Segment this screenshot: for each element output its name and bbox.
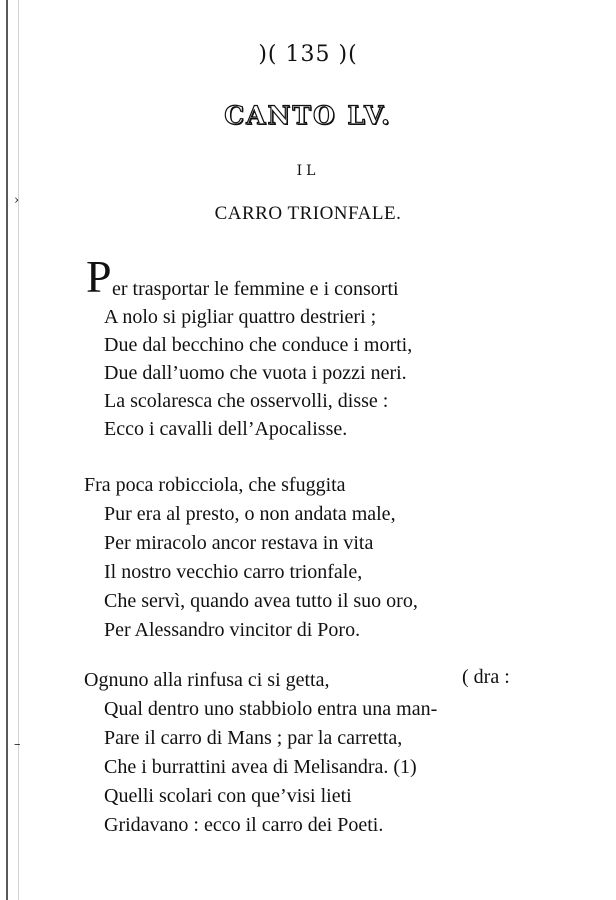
verse-line: Che servì, quando avea tutto il suo oro, [104, 590, 418, 612]
verse-line: Che i burrattini avea di Melisandra. (1) [104, 756, 417, 778]
title-article: IL [296, 163, 320, 179]
margin-mark: – [14, 737, 21, 752]
margin-mark: › [14, 193, 20, 208]
verse-line: Pare il carro di Mans ; par la carretta, [104, 727, 403, 749]
drop-cap: P [86, 251, 112, 302]
verse-line: Ognuno alla rinfusa ci si getta, [84, 669, 330, 691]
carry-over-syllable: ( dra : [462, 666, 510, 688]
verse-line: La scolaresca che osservolli, disse : [104, 390, 389, 412]
page-number: )( 135 )( [258, 42, 358, 67]
verse-line: Gridavano : ecco il carro dei Poeti. [104, 814, 384, 836]
verse-line: Pur era al presto, o non andata male, [104, 503, 396, 525]
verse-line: Il nostro vecchio carro trionfale, [104, 561, 363, 583]
verse-line: Quelli scolari con que’visi lieti [104, 785, 352, 807]
verse-line: Due dall’uomo che vuota i pozzi neri. [104, 362, 407, 384]
verse-line: Per Alessandro vincitor di Poro. [104, 619, 361, 641]
verse-line: Ecco i cavalli dell’Apocalisse. [104, 418, 348, 440]
verse-line: Qual dentro uno stabbiolo entra una man- [104, 698, 438, 720]
poem-title: CARRO TRIONFALE. [214, 203, 402, 224]
verse-line: Due dal becchino che conduce i morti, [104, 334, 413, 356]
verse-line: er trasportar le femmine e i consorti [112, 278, 399, 300]
canto-heading: CANTO LV. [224, 101, 392, 130]
verse-line: Per miracolo ancor restava in vita [104, 532, 374, 554]
page-binding-edge [6, 0, 18, 900]
verse-line: Fra poca robicciola, che sfuggita [84, 474, 346, 496]
verse-line: A nolo si pigliar quattro destrieri ; [104, 306, 377, 328]
